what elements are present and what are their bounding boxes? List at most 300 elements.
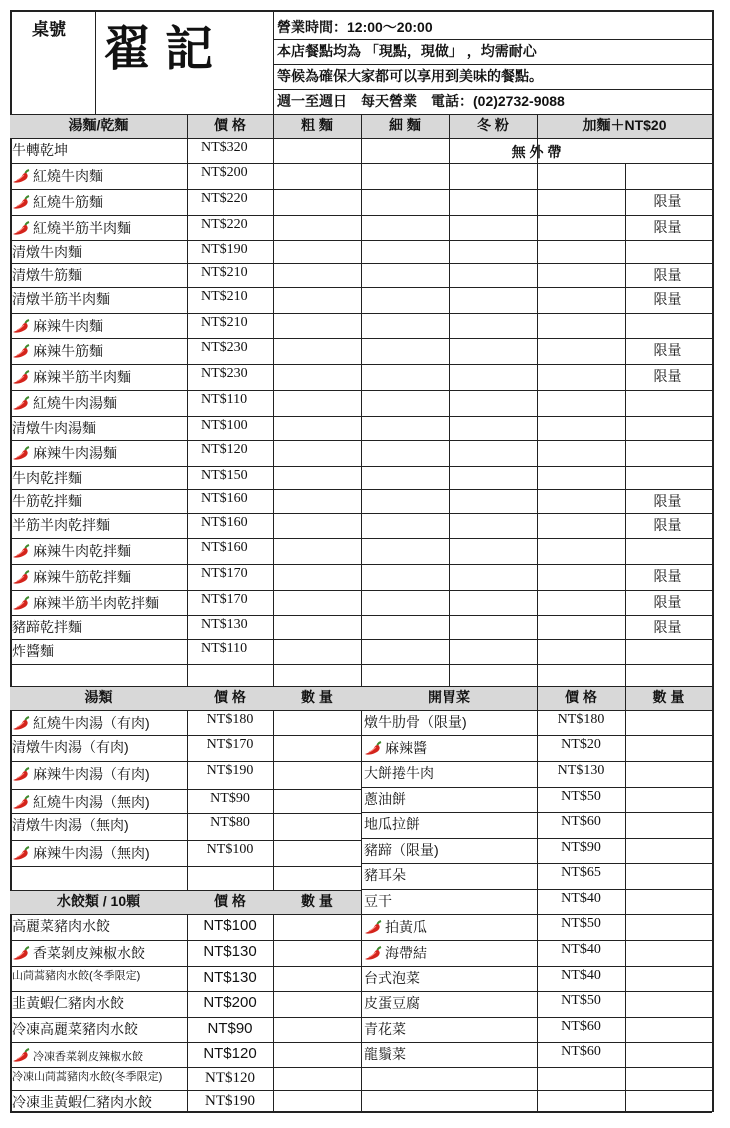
dumpling-item-name-text: 冷凍高麗菜豬肉水餃	[12, 1021, 138, 1037]
appetizer-item-price-text: NT$130	[557, 763, 605, 778]
appetizer-item-price	[537, 1045, 625, 1059]
chili-pepper-icon	[12, 445, 32, 461]
noodle-col-price-text: 價 格	[214, 117, 246, 133]
appetizer-col-qty-text: 數 量	[652, 689, 685, 705]
appetizer-item-price	[537, 1020, 625, 1034]
appetizer-item-name	[364, 1022, 406, 1036]
noodle-item-name-text: 牛轉乾坤	[12, 142, 68, 158]
noodle-item-name-text: 紅燒牛肉麵	[33, 168, 103, 184]
noodle-item-price-text: NT$230	[201, 366, 248, 381]
limited-badge-text: 限量	[653, 594, 682, 610]
appetizer-item-price	[537, 943, 625, 957]
appetizer-item-name	[364, 945, 427, 961]
chili-pepper-icon	[12, 318, 32, 334]
limited-badge	[625, 569, 710, 583]
noodle-item-price	[201, 618, 248, 632]
dumpling-item-name	[12, 996, 124, 1010]
noodle-col-vermicelli-text: 冬 粉	[477, 117, 509, 133]
soup-item-price-text: NT$170	[206, 737, 254, 752]
noodle-item-name-text: 清燉牛筋麵	[12, 267, 82, 283]
chili-pepper-icon	[12, 220, 32, 236]
noodle-col-thin-text: 細 麵	[389, 117, 421, 133]
chili-pepper-icon	[12, 343, 32, 359]
noodle-item-name	[12, 143, 68, 157]
appetizer-item-name	[364, 843, 439, 857]
noodle-item-name	[12, 343, 103, 359]
chili-pepper-icon	[12, 595, 32, 611]
noodle-item-price	[201, 593, 248, 607]
noodle-item-name-text: 豬蹄乾拌麵	[12, 619, 82, 635]
dumpling-item-price	[187, 1094, 273, 1109]
grid-line	[10, 10, 712, 12]
noodle-col-vermicelli	[449, 118, 537, 132]
dumpling-item-name	[12, 945, 145, 961]
noodle-item-price-text: NT$190	[201, 242, 248, 257]
appetizer-item-price-text: NT$50	[561, 789, 601, 804]
appetizer-item-name-text: 蔥油餅	[364, 791, 406, 807]
no-takeout-note	[361, 145, 712, 159]
grid-line	[361, 940, 712, 941]
grid-line	[10, 1090, 361, 1091]
soup-col-qty-text: 數 量	[301, 689, 333, 705]
dumpling-item-price-text: NT$100	[203, 917, 257, 934]
dumpling-item-price	[187, 1021, 273, 1036]
appetizer-item-name-text: 燉牛肋骨（限量)	[364, 714, 467, 730]
grid-line	[273, 89, 712, 90]
soup-item-name	[12, 845, 150, 861]
appetizer-item-name-text: 地瓜拉餅	[364, 816, 420, 832]
limited-badge-text: 限量	[653, 493, 682, 509]
noodle-item-price	[201, 367, 248, 381]
limited-badge-text: 限量	[653, 342, 682, 358]
noodle-item-name	[12, 421, 96, 435]
appetizer-item-name-text: 大餅捲牛肉	[364, 765, 434, 781]
business-days-phone: 週一至週日 每天營業 電話：(02)2732-9088	[277, 93, 565, 109]
appetizer-item-name-text: 海帶結	[385, 945, 427, 961]
grid-line	[361, 1042, 712, 1043]
chili-pepper-icon	[12, 715, 32, 731]
noodle-item-name	[12, 194, 103, 210]
noodle-item-price-text: NT$220	[201, 191, 248, 206]
appetizer-item-name	[364, 740, 427, 756]
noodle-item-price-text: NT$170	[201, 592, 248, 607]
dumpling-item-name-text: 韭黃蝦仁豬肉水餃	[12, 995, 124, 1011]
chili-pepper-icon	[12, 543, 32, 559]
noodle-item-name	[12, 471, 82, 485]
appetizer-item-price	[537, 994, 625, 1008]
appetizer-col-price	[537, 690, 625, 704]
dumpling-col-qty-text: 數 量	[301, 893, 333, 909]
limited-badge	[625, 268, 710, 282]
noodle-item-price	[201, 218, 248, 232]
noodle-item-price	[201, 243, 248, 257]
appetizer-item-name-text: 龍鬚菜	[364, 1046, 406, 1062]
soup-col-price	[187, 690, 273, 704]
noodle-col-thick-text: 粗 麵	[301, 117, 333, 133]
noodle-item-name	[12, 518, 110, 532]
limited-badge	[625, 595, 710, 609]
noodle-col-thin	[361, 118, 449, 132]
dumpling-item-name	[12, 971, 140, 982]
appetizer-item-price	[537, 790, 625, 804]
chili-pepper-icon	[12, 369, 32, 385]
soup-item-price	[187, 738, 273, 752]
made-to-order-note: 本店餐點均為 「現點，現做」 ，均需耐心	[277, 43, 537, 59]
noodle-item-price	[201, 443, 248, 457]
chili-pepper-icon	[12, 945, 32, 961]
dumpling-item-price-text: NT$200	[203, 994, 257, 1011]
grid-line	[625, 686, 626, 1112]
grid-line	[273, 114, 274, 1112]
soup-item-price	[187, 713, 273, 727]
noodle-item-name	[12, 543, 131, 559]
dumpling-item-name-text: 冷凍香菜剝皮辣椒水餃	[33, 1051, 143, 1063]
noodle-item-name	[12, 168, 103, 184]
appetizer-item-name	[364, 1047, 406, 1061]
appetizer-item-name	[364, 766, 434, 780]
noodle-item-price-text: NT$200	[201, 165, 248, 180]
grid-line	[10, 914, 361, 915]
grid-line	[10, 840, 361, 841]
grid-line	[273, 64, 712, 65]
soup-col-name	[10, 690, 187, 704]
noodle-item-name	[12, 292, 110, 306]
noodle-item-name	[12, 595, 159, 611]
grid-line	[361, 735, 712, 736]
grid-line	[10, 813, 361, 814]
noodle-item-price	[201, 516, 248, 530]
grid-line	[10, 991, 361, 992]
appetizer-item-price	[537, 892, 625, 906]
appetizer-col-price-text: 價 格	[565, 689, 597, 705]
dumpling-col-price	[187, 894, 273, 908]
noodle-col-extra-text: 加麵＋NT$20	[582, 117, 667, 133]
grid-line	[361, 889, 712, 890]
dumpling-item-price-text: NT$90	[207, 1020, 253, 1037]
appetizer-item-name-text: 豬蹄（限量)	[364, 842, 439, 858]
appetizer-item-name-text: 青花菜	[364, 1021, 406, 1037]
appetizer-item-name-text: 豬耳朵	[364, 867, 406, 883]
limited-badge	[625, 343, 710, 357]
noodle-item-price-text: NT$210	[201, 289, 248, 304]
soup-item-price	[187, 764, 273, 778]
dumpling-item-price	[187, 1046, 273, 1061]
appetizer-item-name	[364, 996, 420, 1010]
soup-item-name-text: 清燉牛肉湯（無肉)	[12, 817, 129, 833]
noodle-item-price	[201, 141, 248, 155]
dumpling-item-name	[12, 1072, 162, 1083]
chili-pepper-icon	[12, 168, 32, 184]
soup-item-name-text: 紅燒牛肉湯（有肉)	[33, 715, 150, 731]
noodle-item-name	[12, 318, 103, 334]
soup-item-name	[12, 715, 150, 731]
noodle-item-price	[201, 567, 248, 581]
chili-pepper-icon	[364, 945, 384, 961]
limited-badge	[625, 220, 710, 234]
noodle-item-price-text: NT$110	[201, 392, 248, 407]
appetizer-item-price	[537, 713, 625, 727]
noodle-col-price	[187, 118, 273, 132]
grid-line	[361, 966, 712, 967]
appetizer-item-price	[537, 764, 625, 778]
appetizer-item-name-text: 麻辣醬	[385, 740, 427, 756]
appetizer-item-name-text: 拍黃瓜	[385, 919, 427, 935]
dumpling-col-name	[10, 894, 187, 908]
limited-badge-text: 限量	[653, 219, 682, 235]
noodle-item-name-text: 麻辣牛肉麵	[33, 318, 103, 334]
appetizer-item-name	[364, 894, 392, 908]
soup-item-name	[12, 794, 150, 810]
grid-line	[10, 866, 361, 867]
grid-line	[361, 1067, 712, 1068]
dumpling-item-price	[187, 918, 273, 933]
dumpling-item-name	[12, 1047, 143, 1063]
soup-item-name	[12, 766, 150, 782]
noodle-item-price	[201, 492, 248, 506]
noodle-item-name-text: 半筋半肉乾拌麵	[12, 517, 110, 533]
appetizer-item-name	[364, 715, 467, 729]
appetizer-item-price	[537, 815, 625, 829]
appetizer-item-price	[537, 841, 625, 855]
grid-line	[187, 114, 188, 1112]
grid-line	[10, 761, 361, 762]
dumpling-item-name-text: 高麗菜豬肉水餃	[12, 918, 110, 934]
opening-hours: 營業時間：12:00～20:00	[277, 19, 433, 35]
limited-badge	[625, 620, 710, 634]
dumpling-item-name	[12, 1095, 152, 1109]
grid-line	[361, 914, 712, 915]
grid-line	[95, 10, 96, 114]
soup-col-price-text: 價 格	[214, 689, 246, 705]
appetizer-col-qty	[625, 690, 712, 704]
appetizer-item-name	[364, 792, 406, 806]
noodle-item-price	[201, 419, 248, 433]
grid-line	[273, 10, 274, 114]
noodle-item-price-text: NT$320	[201, 140, 248, 155]
appetizer-item-price-text: NT$65	[561, 865, 601, 880]
dumpling-item-price	[187, 944, 273, 959]
noodle-item-name-text: 清燉牛肉湯麵	[12, 420, 96, 436]
soup-item-name-text: 麻辣牛肉湯（無肉)	[33, 845, 150, 861]
dumpling-item-name-text: 冷凍韭黃蝦仁豬肉水餃	[12, 1094, 152, 1110]
noodle-item-name	[12, 644, 54, 658]
dumpling-item-price	[187, 970, 273, 985]
grid-line	[361, 838, 712, 839]
noodle-item-price-text: NT$230	[201, 340, 248, 355]
dumpling-col-qty	[273, 894, 361, 908]
soup-item-name	[12, 740, 129, 754]
soup-item-price-text: NT$80	[210, 815, 250, 830]
limited-badge	[625, 292, 710, 306]
appetizer-item-price-text: NT$40	[561, 942, 601, 957]
noodle-item-price-text: NT$220	[201, 217, 248, 232]
appetizer-item-price	[537, 738, 625, 752]
noodle-item-price	[201, 192, 248, 206]
noodle-item-price-text: NT$160	[201, 491, 248, 506]
limited-badge	[625, 518, 710, 532]
chili-pepper-icon	[12, 395, 32, 411]
noodle-item-price	[201, 316, 248, 330]
limited-badge-text: 限量	[653, 368, 682, 384]
dumpling-col-price-text: 價 格	[214, 893, 246, 909]
noodle-item-price	[201, 166, 248, 180]
grid-line	[10, 789, 361, 790]
grid-line	[361, 114, 362, 1112]
chili-pepper-icon	[364, 740, 384, 756]
grid-line	[10, 966, 361, 967]
noodle-item-name	[12, 245, 82, 259]
noodle-item-price	[201, 642, 247, 656]
shop-name: 翟記	[103, 23, 228, 76]
noodle-item-name-text: 麻辣牛肉乾拌麵	[33, 543, 131, 559]
dumpling-item-name-text: 香菜剝皮辣椒水餃	[33, 945, 145, 961]
limited-badge	[625, 194, 710, 208]
grid-line	[712, 10, 714, 1112]
noodle-item-price	[201, 341, 248, 355]
appetizer-item-price-text: NT$40	[561, 891, 601, 906]
noodle-item-price-text: NT$120	[201, 442, 248, 457]
appetizer-item-price-text: NT$50	[561, 916, 601, 931]
grid-line	[361, 991, 712, 992]
dumpling-item-price-text: NT$120	[205, 1070, 255, 1086]
noodle-item-name	[12, 620, 82, 634]
noodle-item-name-text: 清燉半筋半肉麵	[12, 291, 110, 307]
dumpling-item-price-text: NT$120	[203, 1045, 257, 1062]
noodle-item-name-text: 麻辣半筋半肉麵	[33, 369, 131, 385]
limited-badge-text: 限量	[653, 517, 682, 533]
noodle-item-name-text: 麻辣牛筋麵	[33, 343, 103, 359]
grid-line	[361, 1017, 712, 1018]
noodle-item-name-text: 麻辣牛肉湯麵	[33, 445, 117, 461]
noodle-item-price-text: NT$150	[201, 468, 248, 483]
dumpling-item-name	[12, 1022, 138, 1036]
soup-item-name	[12, 818, 129, 832]
appetizer-item-name	[364, 919, 427, 935]
table-number-label: 桌號	[32, 20, 66, 39]
chili-pepper-icon	[12, 845, 32, 861]
limited-badge-text: 限量	[653, 291, 682, 307]
noodle-col-extra	[537, 118, 712, 132]
noodle-item-price	[201, 469, 248, 483]
appetizer-item-name-text: 豆干	[364, 893, 392, 909]
noodle-item-name	[12, 395, 117, 411]
grid-line	[361, 812, 712, 813]
soup-item-price	[187, 843, 273, 857]
chili-pepper-icon	[12, 794, 32, 810]
appetizer-item-price-text: NT$20	[561, 737, 601, 752]
noodle-item-name-text: 紅燒半筋半肉麵	[33, 220, 131, 236]
limited-badge	[625, 369, 710, 383]
limited-badge-text: 限量	[653, 267, 682, 283]
chili-pepper-icon	[12, 1047, 32, 1063]
dumpling-item-price-text: NT$190	[205, 1093, 255, 1109]
appetizer-col-name-text: 開胃菜	[428, 689, 470, 705]
appetizer-item-price	[537, 917, 625, 931]
noodle-col-name-text: 湯麵/乾麵	[68, 117, 129, 133]
noodle-item-price-text: NT$160	[201, 540, 248, 555]
appetizer-item-price-text: NT$60	[561, 1019, 601, 1034]
appetizer-item-price	[537, 969, 625, 983]
noodle-item-name-text: 清燉牛肉麵	[12, 244, 82, 260]
noodle-item-name	[12, 569, 131, 585]
waiting-note: 等候為確保大家都可以享用到美味的餐點。	[277, 68, 543, 84]
appetizer-item-name-text: 台式泡菜	[364, 970, 420, 986]
noodle-item-name-text: 牛肉乾拌麵	[12, 470, 82, 486]
grid-line	[10, 1017, 361, 1018]
grid-line	[10, 1042, 361, 1043]
chili-pepper-icon	[12, 194, 32, 210]
grid-line	[10, 1067, 361, 1068]
noodle-item-name	[12, 268, 82, 282]
dumpling-col-name-text: 水餃類 / 10顆	[56, 893, 141, 909]
dumpling-item-name-text: 冷凍山茼蒿豬肉水餃(冬季限定)	[12, 1071, 163, 1083]
dumpling-item-name-text: 山茼蒿豬肉水餃(冬季限定)	[12, 970, 141, 982]
soup-item-price-text: NT$100	[206, 842, 254, 857]
dumpling-item-price-text: NT$130	[203, 969, 257, 986]
limited-badge-text: 限量	[653, 568, 682, 584]
noodle-item-price-text: NT$210	[201, 265, 248, 280]
dumpling-item-price	[187, 1071, 273, 1086]
grid-line	[361, 1090, 712, 1091]
grid-line	[10, 940, 361, 941]
noodle-col-name	[10, 118, 187, 132]
appetizer-item-price-text: NT$60	[561, 1044, 601, 1059]
grid-line	[10, 735, 361, 736]
noodle-item-price-text: NT$210	[201, 315, 248, 330]
soup-item-price	[187, 816, 273, 830]
grid-line	[361, 863, 712, 864]
appetizer-item-name-text: 皮蛋豆腐	[364, 995, 420, 1011]
appetizer-item-price-text: NT$60	[561, 814, 601, 829]
grid-line	[10, 1111, 712, 1113]
soup-item-name-text: 麻辣牛肉湯（有肉)	[33, 766, 150, 782]
noodle-item-price	[201, 290, 248, 304]
noodle-item-name-text: 紅燒牛筋麵	[33, 194, 103, 210]
soup-item-price	[187, 792, 273, 806]
noodle-item-name-text: 紅燒牛肉湯麵	[33, 395, 117, 411]
no-takeout-note-text: 無 外 帶	[511, 144, 562, 160]
chili-pepper-icon	[364, 919, 384, 935]
limited-badge-text: 限量	[653, 619, 682, 635]
chili-pepper-icon	[12, 569, 32, 585]
soup-item-price-text: NT$190	[206, 763, 254, 778]
noodle-item-price-text: NT$100	[201, 418, 248, 433]
soup-item-price-text: NT$180	[206, 712, 254, 727]
noodle-item-name-text: 炸醬麵	[12, 643, 54, 659]
noodle-item-price-text: NT$170	[201, 566, 248, 581]
noodle-item-name	[12, 369, 131, 385]
soup-item-name-text: 紅燒牛肉湯（無肉)	[33, 794, 150, 810]
appetizer-item-name	[364, 817, 420, 831]
noodle-item-name-text: 麻辣牛筋乾拌麵	[33, 569, 131, 585]
appetizer-item-price-text: NT$180	[557, 712, 605, 727]
appetizer-col-name	[361, 690, 537, 704]
noodle-col-thick	[273, 118, 361, 132]
limited-badge-text: 限量	[653, 193, 682, 209]
noodle-item-price-text: NT$110	[201, 641, 248, 656]
grid-line	[361, 761, 712, 762]
soup-col-qty	[273, 690, 361, 704]
noodle-item-name	[12, 445, 117, 461]
appetizer-item-price-text: NT$90	[561, 840, 601, 855]
noodle-item-price-text: NT$130	[201, 617, 248, 632]
appetizer-item-price	[537, 866, 625, 880]
grid-line	[273, 39, 712, 40]
dumpling-item-price	[187, 995, 273, 1010]
grid-line	[449, 163, 450, 686]
grid-line	[361, 787, 712, 788]
appetizer-item-price-text: NT$40	[561, 968, 601, 983]
